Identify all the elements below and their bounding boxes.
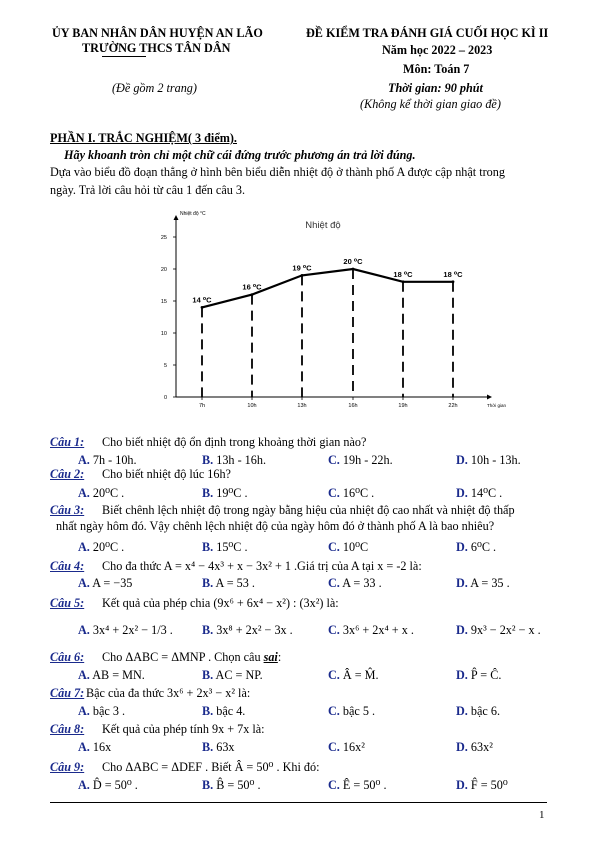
answer-option[interactable] (328, 778, 387, 793)
option-letter: A. (78, 453, 90, 467)
option-text: 6⁰C . (467, 540, 497, 554)
option-text: Ê = 50⁰ . (339, 778, 387, 792)
option-letter: D. (456, 623, 468, 637)
option-text: 19⁰C . (213, 486, 248, 500)
y-tick-label: 0 (163, 395, 167, 401)
option-letter: C. (328, 623, 340, 637)
option-text: A = 53 . (213, 576, 255, 590)
option-letter: B. (202, 576, 214, 590)
answer-option[interactable] (456, 740, 493, 755)
answer-option[interactable] (456, 623, 541, 638)
option-text: 3x⁸ + 2x² − 3x . (213, 623, 293, 637)
option-letter: D. (456, 778, 468, 792)
y-tick-label: 5 (163, 363, 167, 369)
option-text: 10h - 13h. (467, 453, 521, 467)
x-tick-label: 16h (348, 403, 358, 409)
data-label: 18 ⁰C (443, 269, 463, 279)
intro-line1: Dựa vào biểu đồ đoạn thẳng ở hình bên biểu diễn nhiệt độ ở thành phố A được cập nhật trong (50, 165, 505, 179)
intro-line2: ngày. Trả lời câu hỏi từ câu 1 đến câu 3. (50, 183, 246, 197)
data-label: 14 ⁰C (192, 295, 212, 305)
option-text: 10⁰C (339, 540, 369, 554)
question-text: Kết quả của phép tính 9x + 7x là: (102, 722, 265, 736)
y-axis-arrow (174, 215, 179, 220)
footer-divider (50, 802, 547, 803)
option-letter: B. (202, 540, 214, 554)
question-text: Biết chênh lệch nhiệt độ trong ngày bằng hiệu của nhiệt độ cao nhất và nhiệt độ thấp (102, 503, 515, 517)
data-point (301, 274, 304, 277)
option-text: 3x⁶ + 2x⁴ + x . (339, 623, 414, 637)
data-label: 19 ⁰C (292, 263, 312, 273)
answer-option[interactable] (202, 486, 248, 501)
option-text: A = −35 (89, 576, 133, 590)
option-letter: D. (456, 540, 468, 554)
option-letter: B. (202, 704, 214, 718)
answer-option[interactable] (78, 778, 138, 793)
answer-option[interactable] (456, 486, 502, 501)
question-label: Câu 7: (50, 686, 85, 700)
question-label: Câu 3: (50, 503, 85, 517)
chart-axes (174, 215, 493, 400)
option-text: 13h - 16h. (213, 453, 266, 467)
answer-option[interactable] (78, 576, 132, 591)
data-point (402, 280, 405, 283)
y-axis-label: Nhiệt độ °C (180, 211, 206, 217)
page-number: 1 (539, 809, 545, 821)
x-tick-label: 10h (247, 403, 257, 409)
data-label: 20 ⁰C (343, 257, 363, 266)
option-text: 20⁰C . (89, 540, 125, 554)
chart-title: Nhiệt độ (305, 220, 341, 231)
answer-option[interactable] (456, 576, 510, 591)
option-text: P̂ = Ĉ. (467, 668, 502, 682)
question-label: Câu 5: (50, 596, 85, 610)
option-text: bậc 5 . (339, 704, 376, 718)
option-text: 15⁰C . (213, 540, 248, 554)
answer-option[interactable] (456, 778, 508, 793)
option-letter: B. (202, 486, 214, 500)
option-letter: C. (328, 740, 340, 754)
answer-option[interactable] (202, 704, 245, 719)
org-line2: TRƯỜNG THCS TÂN DÂN (82, 41, 231, 55)
answer-option[interactable] (328, 740, 365, 755)
y-tick-label: 10 (160, 331, 167, 337)
answer-option[interactable] (78, 740, 111, 755)
option-text: 63x (213, 740, 235, 754)
answer-option[interactable] (328, 668, 379, 683)
answer-option[interactable] (78, 540, 124, 555)
answer-option[interactable] (328, 623, 414, 638)
question-text: Cho đa thức A = x⁴ − 4x³ + x − 3x² + 1 .Giá trị của A tại x = -2 là: (102, 559, 422, 573)
option-letter: B. (202, 668, 214, 682)
answer-option[interactable] (202, 740, 235, 755)
x-tick-label: 13h (297, 403, 307, 409)
answer-option[interactable] (78, 453, 137, 468)
y-tick-label: 25 (160, 235, 167, 241)
option-letter: C. (328, 668, 340, 682)
option-text: bậc 6. (467, 704, 501, 718)
option-text: 9x³ − 2x² − x . (467, 623, 541, 637)
answer-option[interactable] (78, 704, 125, 719)
answer-option[interactable] (78, 486, 124, 501)
data-point (201, 306, 204, 309)
answer-option[interactable] (78, 623, 173, 638)
answer-option[interactable] (202, 453, 266, 468)
duration: Thời gian: 90 phút (388, 81, 483, 95)
option-text: 63x² (467, 740, 493, 754)
answer-option[interactable] (328, 453, 393, 468)
subject: Môn: Toán 7 (403, 62, 470, 76)
option-letter: A. (78, 540, 90, 554)
question-label: Câu 9: (50, 760, 85, 774)
option-letter: C. (328, 576, 340, 590)
option-letter: D. (456, 453, 468, 467)
answer-option[interactable] (456, 453, 521, 468)
option-letter: B. (202, 740, 214, 754)
question-label: Câu 6: (50, 650, 85, 664)
option-letter: A. (78, 778, 90, 792)
question-label: Câu 4: (50, 559, 85, 573)
answer-option[interactable] (456, 704, 500, 719)
question-emphasis: sai (263, 650, 278, 664)
option-letter: A. (78, 668, 90, 682)
data-point (251, 293, 254, 296)
section-title: PHẦN I. TRẮC NGHIỆM( 3 điểm). (50, 131, 237, 145)
org-line1: ỦY BAN NHÂN DÂN HUYỆN AN LÃO (52, 26, 263, 40)
question-label: Câu 2: (50, 467, 85, 481)
answer-option[interactable] (328, 540, 368, 555)
option-letter: C. (328, 453, 340, 467)
option-text: 16⁰C . (339, 486, 375, 500)
answer-option[interactable] (202, 668, 263, 683)
option-text: B̂ = 50⁰ . (213, 778, 261, 792)
y-tick-label: 20 (160, 267, 167, 273)
pages-note: (Đề gồm 2 trang) (112, 81, 197, 95)
option-text: A = 33 . (339, 576, 382, 590)
option-letter: C. (328, 704, 340, 718)
question-text: Cho biết nhiệt độ ổn định trong khoảng thời gian nào? (102, 435, 367, 449)
question-text: Cho ΔABC = ΔMNP . Chọn câu sai: (102, 650, 282, 664)
temperature-line (202, 269, 453, 307)
chart-line (201, 268, 455, 309)
option-letter: D. (456, 740, 468, 754)
option-text: 7h - 10h. (89, 453, 137, 467)
question-text: Cho biết nhiệt độ lúc 16h? (102, 467, 231, 481)
x-axis-arrow (487, 395, 492, 400)
option-text: F̂ = 50⁰ (467, 778, 508, 792)
temperature-chart (140, 203, 506, 413)
chart-x-ticks (199, 397, 458, 409)
option-letter: A. (78, 623, 90, 637)
question-text: Kết quả của phép chia (9x⁶ + 6x⁴ − x²) : (3x²) là: (102, 596, 339, 610)
x-axis-label: Thời gian (487, 403, 506, 408)
section-instruction: Hãy khoanh tròn chỉ một chữ cái đứng trước phương án trả lời đúng. (64, 148, 416, 162)
option-text: AB = MN. (89, 668, 145, 682)
option-text: 16x (89, 740, 112, 754)
answer-option[interactable] (202, 623, 293, 638)
x-tick-label: 19h (398, 403, 408, 409)
option-text: 20⁰C . (89, 486, 125, 500)
question-text: Cho ΔABC = ΔDEF . Biết Â = 50⁰ . Khi đó: (102, 760, 320, 774)
x-tick-label: 7h (198, 403, 206, 409)
y-tick-label: 15 (160, 299, 167, 305)
option-letter: D. (456, 704, 468, 718)
option-text: 14⁰C . (467, 486, 503, 500)
data-point (452, 280, 455, 283)
answer-option[interactable] (202, 778, 261, 793)
option-letter: A. (78, 704, 90, 718)
option-text: bậc 3 . (89, 704, 126, 718)
option-letter: B. (202, 623, 214, 637)
question-label: Câu 8: (50, 722, 85, 736)
answer-option[interactable] (202, 576, 255, 591)
option-text: A = 35 . (467, 576, 510, 590)
chart-y-ticks (161, 235, 176, 401)
option-letter: A. (78, 740, 90, 754)
option-text: Â = M̂. (339, 668, 379, 682)
x-tick-label: 22h (448, 403, 458, 409)
option-letter: D. (456, 576, 468, 590)
option-letter: B. (202, 453, 214, 467)
option-text: 16x² (339, 740, 365, 754)
option-letter: D. (456, 668, 468, 682)
answer-option[interactable] (456, 540, 496, 555)
option-text: AC = NP. (213, 668, 263, 682)
option-letter: D. (456, 486, 468, 500)
option-letter: A. (78, 486, 90, 500)
answer-option[interactable] (456, 668, 501, 683)
answer-option[interactable] (328, 704, 375, 719)
question-text-line2: nhất ngày hôm đó. Vậy chênh lệch nhiệt độ của ngày hôm đó ở thành phố A là bao nhiêu? (56, 519, 495, 533)
question-text: Bậc của đa thức 3x⁶ + 2x³ − x² là: (86, 686, 251, 700)
data-label: 16 ⁰C (242, 282, 262, 292)
answer-option[interactable] (328, 486, 374, 501)
option-letter: A. (78, 576, 90, 590)
answer-option[interactable] (202, 540, 248, 555)
duration-note: (Không kể thời gian giao đề) (360, 97, 501, 111)
option-letter: C. (328, 778, 340, 792)
answer-option[interactable] (328, 576, 382, 591)
exam-title: ĐỀ KIỂM TRA ĐÁNH GIÁ CUỐI HỌC KÌ II (306, 26, 549, 40)
option-text: 19h - 22h. (339, 453, 393, 467)
option-letter: B. (202, 778, 214, 792)
chart-dashes (202, 269, 453, 397)
option-letter: C. (328, 486, 340, 500)
answer-option[interactable] (78, 668, 145, 683)
option-text: bậc 4. (213, 704, 246, 718)
option-text: 3x⁴ + 2x² − 1/3 . (89, 623, 173, 637)
option-letter: C. (328, 540, 340, 554)
data-point (352, 268, 355, 271)
question-label: Câu 1: (50, 435, 85, 449)
school-year: Năm học 2022 – 2023 (382, 43, 493, 57)
org-underline (102, 56, 146, 57)
data-label: 18 ⁰C (393, 269, 413, 279)
option-text: D̂ = 50⁰ . (89, 778, 138, 792)
